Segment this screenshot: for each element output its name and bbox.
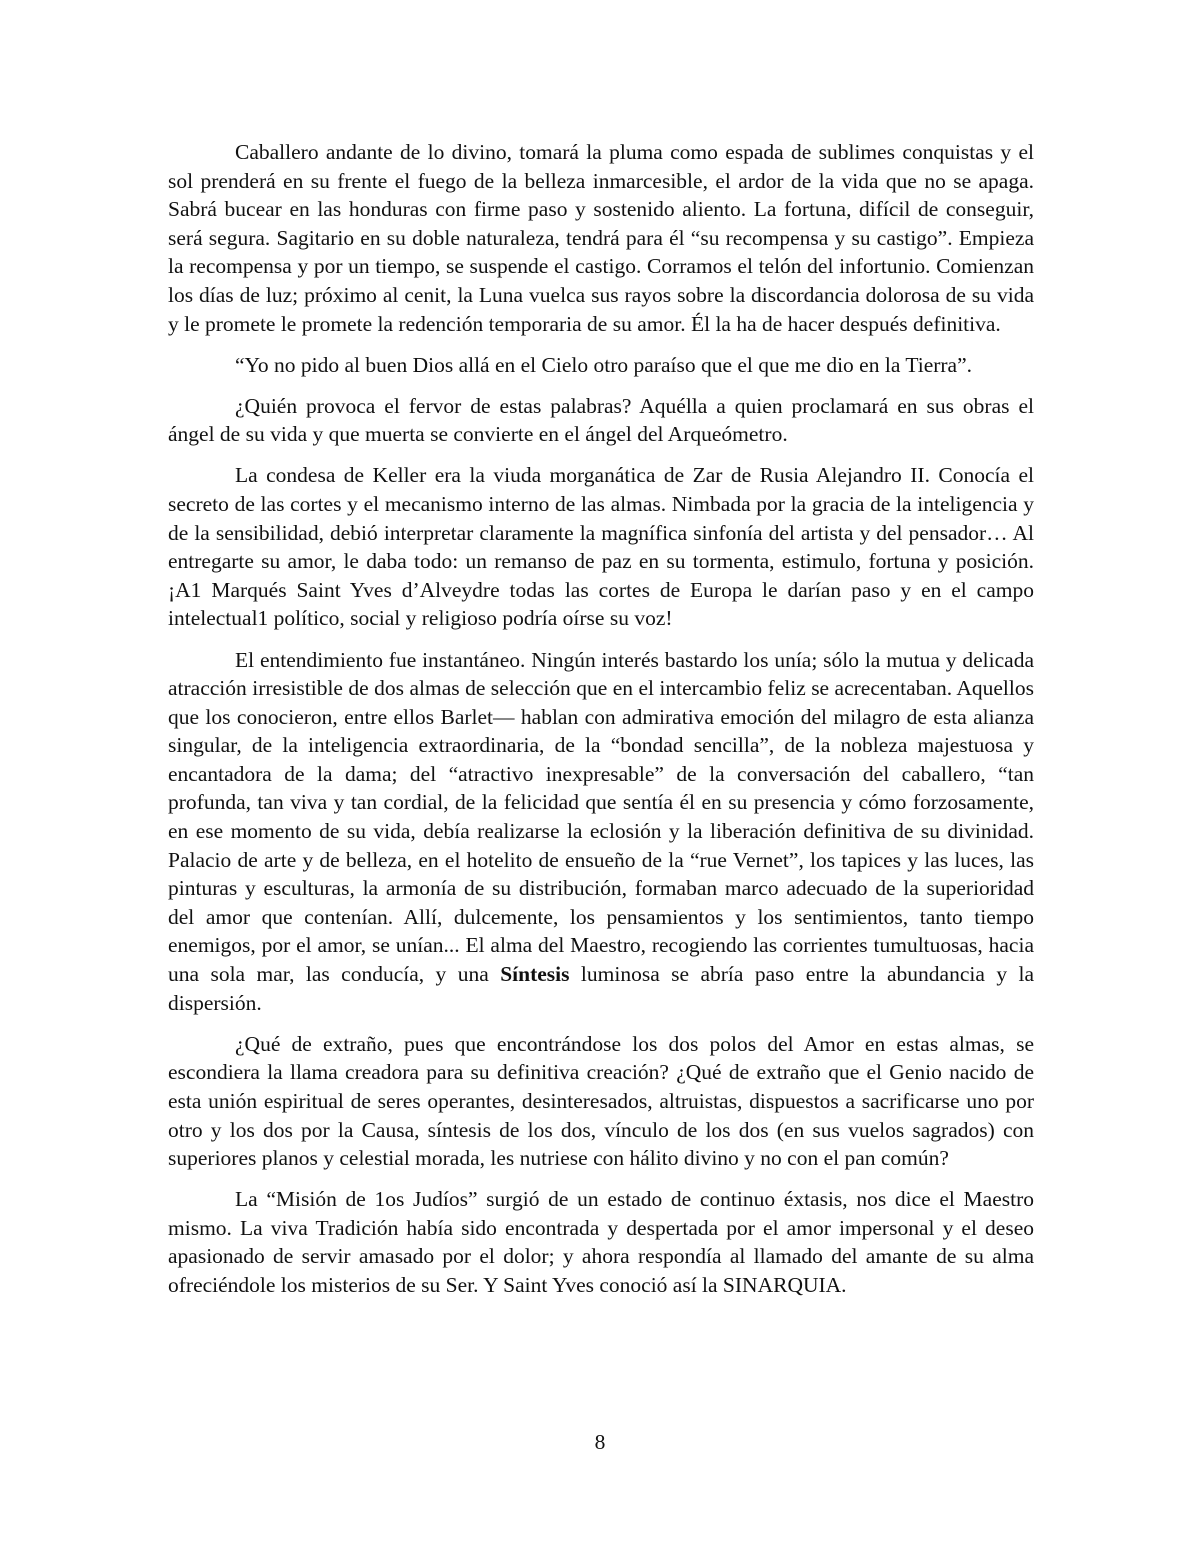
document-page <box>168 138 1034 1312</box>
bold-sintesis: Síntesis <box>500 962 570 987</box>
paragraph-mision-judios: La “Misión de 1os Judíos” surgió de un estado de continuo éxtasis, nos dice el Maestro mismo. La viva Tradición había sido encontrada y despertada por el amor impersonal y el deseo apasionado de servir amasado por el dolor; y ahora respondía al llamado del amante de su alma ofreciéndole los misterios de su Ser. Y Saint Yves conoció así la SINARQUIA. <box>168 1187 1034 1297</box>
paragraph-quien-provoca: ¿Quién provoca el fervor de estas palabras? Aquélla a quien proclamará en sus obras el ángel de su vida y que muerta se convierte en el ángel del Arqueómetro. <box>168 393 1034 447</box>
paragraph-que-de-extrano: ¿Qué de extraño, pues que encontrándose los dos polos del Amor en estas almas, se escondiera la llama creadora para su definitiva creación? ¿Qué de extraño que el Genio nacido de esta unión espiritual de seres operantes, desinteresados, altruistas, dispuestos a sacrificarse uno por otro y los dos por la Causa, síntesis de los dos, vínculo de los dos (en sus vuelos sagrados) con superiores planos y celestial morada, les nutriese con hálito divino y no con el pan común? <box>168 1031 1034 1171</box>
paragraph-entendimiento: El entendimiento fue instantáneo. Ningún interés bastardo los unía; sólo la mutua y delicada atracción irresistible de dos almas de selección que en el intercambio feliz se acrecentaban. Aquellos que los conocieron, entre ellos Barlet— hablan con admirativa emoción del milagro de esta alianza singular, de la inteligencia extraordinaria, de la “bondad sencilla”, de la nobleza majestuosa y encantadora de la dama; del “atractivo inexpresable” de la conversación del caballero, “tan profunda, tan viva y tan cordial, de la felicidad que sentía él en su presencia y cómo forzosamente, en ese momento de su vida, debía realizarse la eclosión y la liberación definitiva de su divinidad. Palacio de arte y de belleza, en el hotelito de ensueño de la “rue Vernet”, los tapices y las luces, las pinturas y esculturas, la armonía de su distribución, formaban marco adecuado de la superioridad del amor que contenían. Allí, dulcemente, los pensamientos y los sentimientos, tanto tiempo enemigos, por el amor, se unían... El alma del Maestro, recogiendo las corrientes tumultuosas, hacia una sola mar, las conducía, y una Síntesis luminosa se abría paso entre la abundancia y la dispersión. <box>168 647 1034 1015</box>
paragraph-caballero-andante: Caballero andante de lo divino, tomará la pluma como espada de sublimes conquistas y el sol prenderá en su frente el fuego de la belleza inmarcesible, el ardor de la vida que no se apaga. Sabrá bucear en las honduras con firme paso y sostenido aliento. La fortuna, difícil de conseguir, será segura. Sagitario en su doble naturaleza, tendrá para él “su recompensa y su castigo”. Empieza la recompensa y por un tiempo, se suspende el castigo. Corramos el telón del infortunio. Comienzan los días de luz; próximo al cenit, la Luna vuelca sus rayos sobre la discordancia dolorosa de su vida y le promete le promete la redención temporaria de su amor. Él la ha de hacer después definitiva. <box>168 140 1034 336</box>
page-number: 8 <box>594 1430 606 1454</box>
paragraph-condesa-keller: La condesa de Keller era la viuda morganática de Zar de Rusia Alejandro II. Conocía el secreto de las cortes y el mecanismo interno de las almas. Nimbada por la gracia de la inteligencia y de la sensibilidad, debió interpretar claramente la magnífica sinfonía del artista y del pensador… Al entregarte su amor, le daba todo: un remanso de paz en su tormenta, estimulo, fortuna y posición. ¡A1 Marqués Saint Yves d’Alveydre todas las cortes de Europa le darían paso y en el campo intelectual1 político, social y religioso podría oírse su voz! <box>168 463 1034 631</box>
paragraph-quote-paraiso: “Yo no pido al buen Dios allá en el Cielo otro paraíso que el que me dio en la Tierra”. <box>235 352 973 377</box>
